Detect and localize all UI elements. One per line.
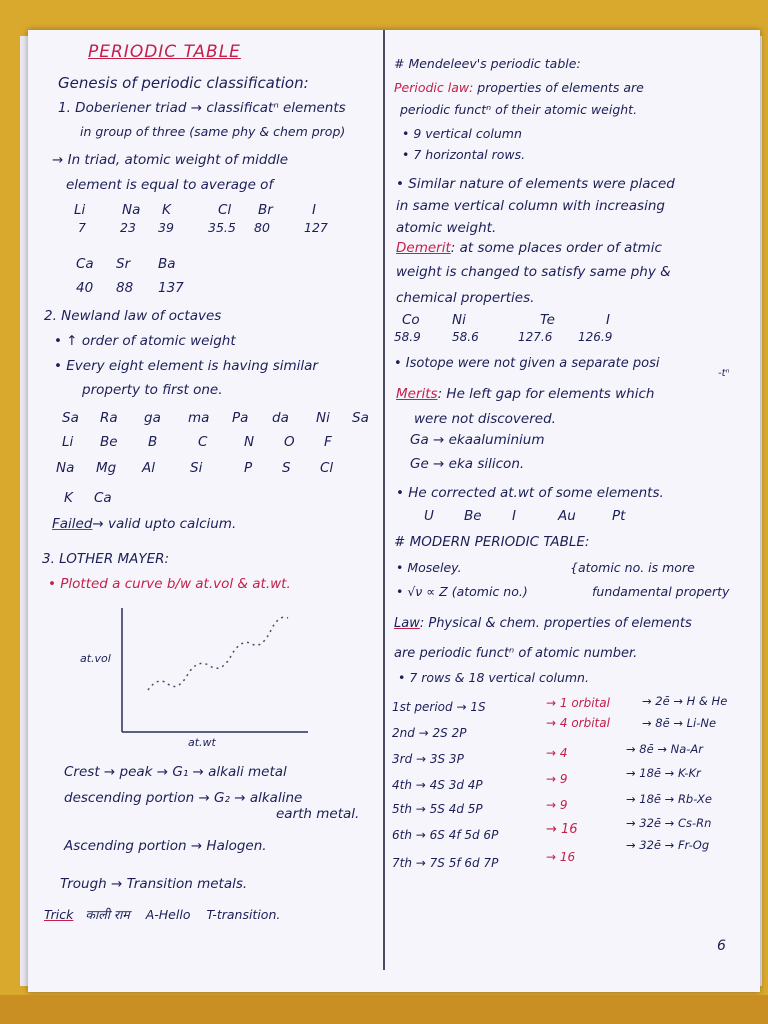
text-line: Trough → Transition metals. [60, 876, 248, 892]
text-line: • ↑ order of atomic weight [54, 333, 236, 349]
pair-symbol: Co [402, 312, 420, 328]
text-line [394, 616, 692, 631]
graph-xlabel: at.wt [188, 736, 216, 749]
text-line: Ascending portion → Halogen. [64, 838, 267, 854]
period-row [392, 778, 483, 792]
period-shells: 6th → 6S 4f 5d 6P [392, 828, 499, 842]
octave-row-2 [56, 460, 350, 476]
octave-note: ma [188, 410, 210, 426]
graph-curve [148, 617, 288, 690]
text-line: Ge → eka silicon. [410, 456, 525, 472]
text-line: • 7 horizontal rows. [402, 147, 526, 162]
period-shells: 4th → 4S 3d 4P [392, 778, 483, 792]
period-row [392, 700, 486, 714]
page-number: 6 [717, 938, 726, 954]
text-line: are periodic functⁿ of atomic number. [394, 646, 638, 661]
element-symbol: Be [100, 434, 118, 450]
pair-value: 58.6 [452, 330, 479, 344]
element-symbol: P [244, 460, 253, 476]
trick-hindi: काली राम [85, 907, 130, 922]
element-symbol: O [284, 434, 295, 450]
element-symbol: U [424, 508, 434, 524]
corrected-elements [424, 508, 642, 524]
text-line [52, 516, 236, 532]
pair-symbol: Te [540, 312, 555, 328]
modern-law-label: Law [394, 616, 420, 631]
element-symbol: Na [56, 460, 75, 476]
text-line: • Moseley. [396, 560, 462, 575]
pair-symbol: I [606, 312, 610, 328]
text-line: in same vertical column with increasing [396, 198, 665, 214]
period-elements: → 32ē → Cs-Rn [626, 816, 712, 830]
element-symbol: F [324, 434, 332, 450]
trick-t: T-transition. [206, 907, 281, 922]
period-shells: 2nd → 2S 2P [392, 726, 467, 740]
text-line: fundamental property [592, 584, 730, 599]
element-symbol: Ca [94, 490, 112, 506]
triad-value: 40 [76, 280, 94, 296]
pair-symbol: Ni [452, 312, 466, 328]
triad2-values [76, 280, 188, 296]
pair-value: 126.9 [578, 330, 613, 344]
text-line: {atomic no. is more [570, 560, 695, 575]
trick-line [44, 906, 280, 923]
triad-symbol: Na [122, 202, 141, 218]
text-line [394, 80, 644, 95]
failed-text: → valid upto calcium. [92, 516, 237, 532]
period-row [392, 802, 483, 816]
text-line: • √ν ∝ Z (atomic no.) [396, 584, 528, 599]
text-line: 2. Newland law of octaves [44, 308, 222, 324]
element-symbol: B [148, 434, 158, 450]
triad-symbol: Ba [158, 256, 176, 272]
text-line: Ga → ekaaluminium [410, 432, 545, 448]
octave-note: Ni [316, 410, 330, 426]
demerit-text: : at some places order of atmic [450, 240, 662, 256]
text-line: in group of three (same phy & chem prop) [80, 124, 346, 139]
text-line: chemical properties. [396, 290, 535, 306]
graph-ylabel: at.vol [80, 652, 111, 665]
element-symbol: K [64, 490, 73, 506]
period-elements: → 8ē → Na-Ar [626, 742, 704, 756]
triad-symbols [74, 202, 342, 218]
triad-value: 88 [116, 280, 134, 296]
text-line: weight is changed to satisfy same phy & [396, 264, 671, 280]
text-line: were not discovered. [414, 411, 556, 427]
element-symbol: S [282, 460, 291, 476]
element-symbol: I [512, 508, 516, 524]
triad-symbol: Cl [218, 202, 232, 218]
element-symbol: N [244, 434, 255, 450]
element-symbol: Si [190, 460, 203, 476]
text-line [396, 240, 662, 256]
period-row [392, 828, 498, 842]
modern-law-text: : Physical & chem. properties of elements [419, 616, 692, 631]
triad-value: 23 [120, 220, 136, 235]
demerit-label: Demerit [396, 240, 451, 256]
triad-symbol: Br [258, 202, 273, 218]
period-orbitals: → 9 [546, 798, 568, 812]
triad-values [78, 220, 334, 235]
period-orbitals: → 1 orbital [546, 696, 610, 710]
period-orbitals: → 16 [546, 822, 578, 837]
text-line: earth metal. [276, 806, 360, 822]
section-heading: Genesis of periodic classification: [58, 74, 309, 92]
text-line: -tⁿ [718, 368, 730, 379]
triad-value: 137 [158, 280, 184, 296]
period-elements: → 32ē → Fr-Og [626, 838, 710, 852]
period-orbitals: → 9 [546, 772, 568, 786]
period-elements: → 18ē → K-Kr [626, 766, 701, 780]
text-line: Crest → peak → G₁ → alkali metal [64, 764, 287, 780]
octave-note: ga [144, 410, 161, 426]
lothar-meyer-graph [78, 600, 318, 750]
period-elements: → 8ē → Li-Ne [642, 716, 717, 730]
triad-value: 127 [304, 220, 328, 235]
triad-symbol: K [162, 202, 171, 218]
period-orbitals: → 4 orbital [546, 716, 610, 730]
trick-label: Trick [44, 907, 74, 922]
period-shells: 5th → 5S 4d 5P [392, 802, 483, 816]
page-title: PERIODIC TABLE [88, 42, 241, 62]
period-elements: → 18ē → Rb-Xe [626, 792, 712, 806]
table-surface [0, 995, 768, 1024]
text-line: descending portion → G₂ → alkaline [64, 790, 303, 806]
triad-value: 35.5 [208, 220, 236, 235]
triad-value: 7 [78, 220, 86, 235]
period-elements: → 2ē → H & He [642, 694, 728, 708]
text-line: property to first one. [82, 382, 223, 398]
column-divider [383, 30, 385, 970]
text-line: • Isotope were not given a separate posi [394, 356, 660, 371]
element-symbol: Li [62, 434, 74, 450]
period-shells: 7th → 7S 5f 6d 7P [392, 856, 499, 870]
element-symbol: C [198, 434, 208, 450]
text-line: • 9 vertical column [402, 126, 522, 141]
merits-text: : He left gap for elements which [437, 386, 655, 402]
text-line: periodic functⁿ of their atomic weight. [400, 102, 638, 117]
text-line: element is equal to average of [66, 177, 274, 193]
text-line: • 7 rows & 18 vertical column. [398, 670, 589, 685]
element-symbol: Al [142, 460, 155, 476]
octave-note: da [272, 410, 289, 426]
element-symbol: Pt [612, 508, 626, 524]
triad-value: 80 [254, 220, 270, 235]
text-line: • Every eight element is having similar [54, 358, 318, 374]
period-row [392, 752, 464, 766]
triad2-symbols [76, 256, 188, 272]
period-row [392, 856, 498, 870]
trick-a: A-Hello [145, 907, 191, 922]
text-line: 1. Doberiener triad → classificatⁿ elements [58, 100, 346, 116]
period-shells: 3rd → 3S 3P [392, 752, 464, 766]
triad-value: 39 [158, 220, 174, 235]
section-heading: 3. LOTHER MAYER: [42, 551, 170, 567]
merits-label: Merits [396, 386, 438, 402]
element-symbol: Be [464, 508, 482, 524]
element-symbol: Au [558, 508, 576, 524]
text-line: → In triad, atomic weight of middle [52, 152, 289, 168]
octave-row-1 [62, 434, 354, 450]
section-heading: # MODERN PERIODIC TABLE: [394, 534, 590, 550]
pair-values [394, 330, 618, 344]
triad-symbol: Ca [76, 256, 94, 272]
law-text: properties of elements are [477, 80, 644, 95]
period-shells: 1st period → 1S [392, 700, 486, 714]
pair-value: 58.9 [394, 330, 421, 344]
period-orbitals: → 4 [546, 746, 568, 760]
octave-notes [62, 410, 382, 426]
octave-note: Sa [352, 410, 369, 426]
pair-value: 127.6 [518, 330, 553, 344]
triad-symbol: Sr [116, 256, 131, 272]
octave-note: Pa [232, 410, 249, 426]
period-row [392, 726, 466, 740]
octave-row-3 [64, 490, 124, 506]
triad-symbol: I [312, 202, 316, 218]
octave-note: Ra [100, 410, 118, 426]
law-label: Periodic law: [394, 80, 474, 95]
section-heading: # Mendeleev's periodic table: [394, 56, 581, 71]
octave-note: Sa [62, 410, 79, 426]
text-line: atomic weight. [396, 220, 497, 236]
period-orbitals: → 16 [546, 850, 576, 864]
text-line: • Plotted a curve b/w at.vol & at.wt. [48, 576, 291, 592]
triad-symbol: Li [74, 202, 86, 218]
element-symbol: Cl [320, 460, 334, 476]
text-line [396, 386, 654, 402]
pair-symbols [402, 312, 636, 328]
element-symbol: Mg [96, 460, 117, 476]
failed-label: Failed [52, 516, 93, 532]
text-line: • He corrected at.wt of some elements. [396, 485, 664, 501]
text-line: • Similar nature of elements were placed [396, 176, 675, 192]
